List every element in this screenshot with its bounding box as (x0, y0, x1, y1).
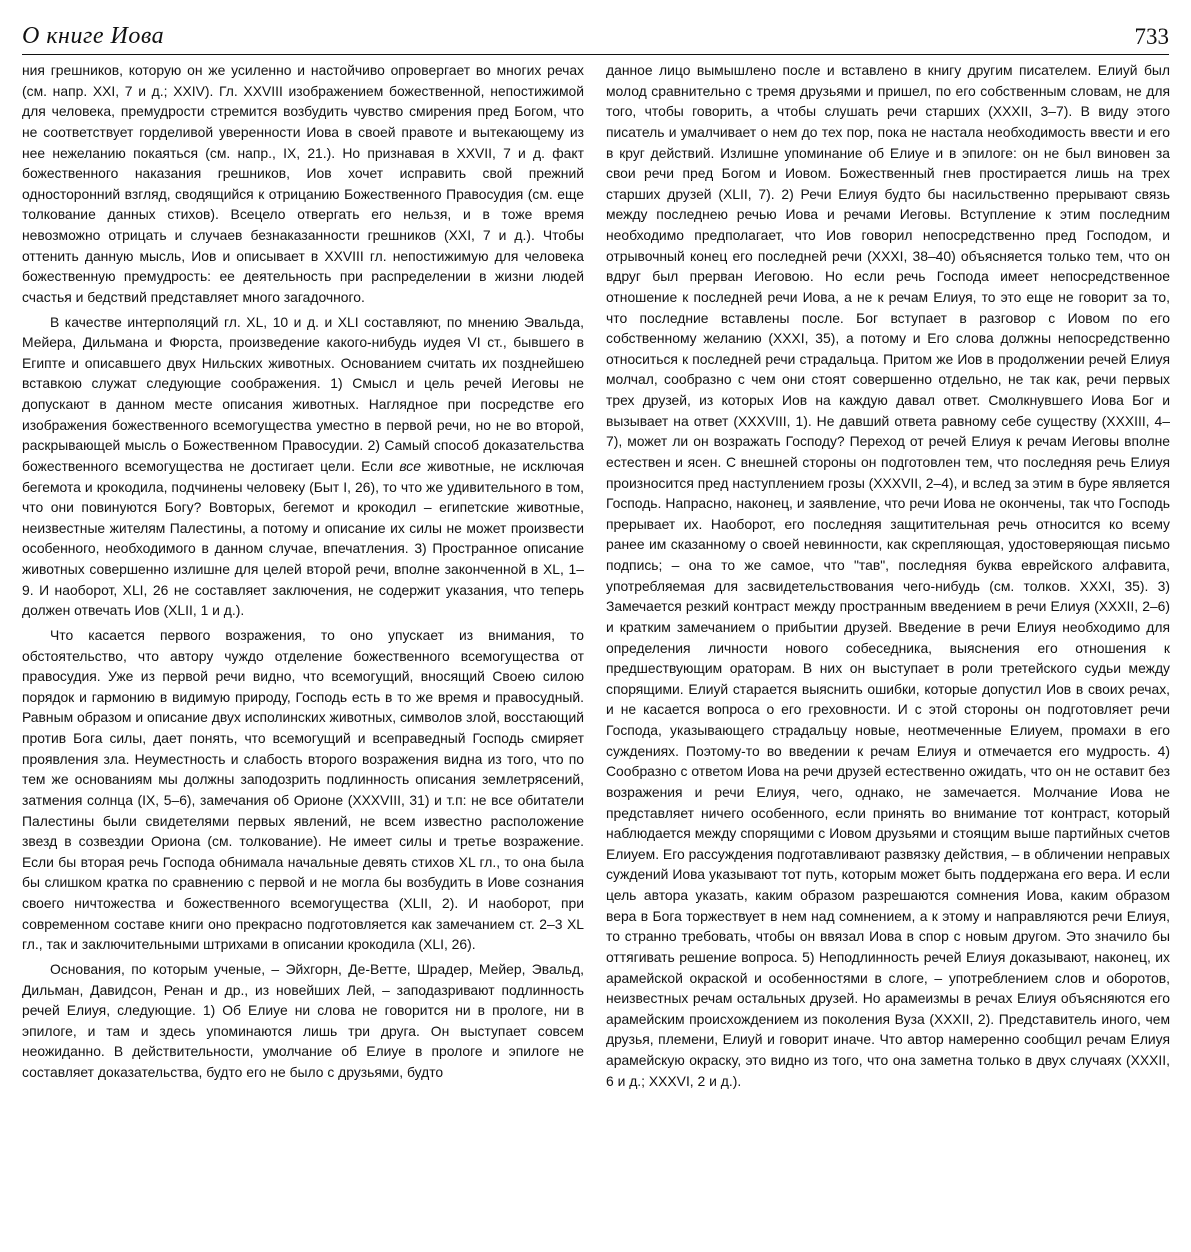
paragraph: Что касается первого возражения, то оно упускает из внимания, то обстоятельство, что автору чуждо отделение божественного всемогущества от правосудия. Уже из первой речи видно, что всемогущий, вносящий Своею силою порядок и гармонию в видимую природу, Господь есть в то же время и правосудный. Равным образом и описание двух исполинских животных, символов злой, восстающий против Бога силы, дает понять, что всемогущий и всеправедный Господь смиряет проявления зла. Неуместность и слабость второго возражения видна из того, что по тем же основаниям мы должны заподозрить подлинность описания землетрясений, затмения солнца (IX, 5–6), замечания об Орионе (XXXVIII, 31) и т.п: не все обитатели Палестины были свидетелями первых явлений, не всем известно расположение звезд в созвездии Ориона (см. толкование). Не имеет силы и третье возражение. Если бы вторая речь Господа обнимала начальные девять стихов XL гл., то она была бы слишком кратка по сравнению с первой и не могла бы возбудить в Иове сознания своего ничтожества и божественного всемогущества (XLII, 2). И наоборот, при современном составе книги оно прекрасно подготовляется как замечанием ст. 2–3 XL гл., так и заключительными штрихами в описании крокодила (XLI, 26). (22, 626, 584, 953)
paragraph: Основания, по которым ученые, – Эйхгорн, Де-Ветте, Шрадер, Мейер, Эвальд, Дильман, Давидсон, Ренан и др., из новейших Лей, – заподазривают подлинность речей Елиуя, следующие. 1) Об Елиуе ни слова не говорится ни в прологе, ни в эпилоге, и там и здесь упоминаются лишь три друга. Он выступает совсем неожиданно. В действительности, умолчание об Елиуе в прологе и эпилоге не составляет доказательства, будто его не было с друзьями, будто (22, 960, 584, 1080)
paragraph: ния грешников, которую он же усиленно и настойчиво опровергает во многих речах (см. напр. XXI, 7 и д.; XXIV). Гл. XXVIII изображением божественной, непостижимой для человека, премудрости стремится возбудить чувство смирения пред Богом, что не соответствует горделивой уверенности Иова в своей правоте и вытекающему из нее нежеланию покаяться (см. напр., IX, 21.). Но признавая в XXVII, 7 и д. факт божественного наказания грешников, Иов хочет исправить свой прежний односторонний взгляд, сводящийся к отрицанию Божественного Правосудия (см. еще толкование данных стихов). Всецело отвергать его нельзя, и в тоже время невозможно отрицать и случаев безнаказанности грешников (XXI, 7 и д.). Чтобы оттенить данную мысль, Иов и описывает в XXVIII гл. непостижимую для человека божественную премудрость: ее деятельность при распределении в жизни людей счастья и бедствий представляет много загадочного. (22, 62, 584, 305)
paragraph (22, 312, 584, 621)
emphasis-text: все (399, 457, 421, 474)
paragraph: данное лицо вымышлено после и вставлено в книгу другим писателем. Елиуй был молод сравнительно с тремя друзьями и пришел, по его собственным словам, не для того, чтобы говорить, а чтобы слушать речи старших (XXXII, 3–7). В виду этого писатель и умалчивает о нем до тех пор, пока не настала необходимость ввести и его в круг действий. Излишне упоминание об Елиуе и в эпилоге: он не был виновен за свои речи пред Богом и Иовом. Божественный гнев простирается лишь на трех старших друзей (XLII, 7). 2) Речи Елиуя будто бы насильственно прерывают связь между последнею речью Иова и речами Иеговы. Вступление к этим последним необходимо предполагает, что Иов говорил непосредственно пред Господом, и отрывочный конец его последней речи (XXXI, 38–40) объясняется только тем, что он вдруг был прерван Иеговою. Но если речь Господа имеет непосредственное отношение к последней речи Иова, а не к речам Елиуя, то это еще не говорит за то, что последние вставлены после. Бог вступает в разговор с Иовом по его собственному желанию (XXXI, 35), а потому и Его слова должны непосредственно относиться к последней речи страдальца. Притом же Иов в продолжении речей Елиуя молчал, сообразно с чем они стоят совершенно отдельно, не так как, речи первых трех друзей, из которых Иов на каждую давал ответ. Смолкнувшего Иова Бог и вызывает на ответ (XXXVIII, 1). Не давший ответа равному себе существу (XXXIII, 4–7), может ли он возражать Господу? Переход от речей Елиуя к речам Иеговы вполне естествен и ясен. С внешней стороны он подготовлен тем, что последняя речь Елиуя произносится пред наступлением грозы (XXXVII, 2–4), и вслед за этим в буре является Господь. Напрасно, наконец, и заявление, что речи Иова не окончены, так что Господь прерывает их. Наоборот, его последняя защитительная речь относится ко всему ранее им сказанному о своей невинности, как скрепляющая, удостоверяющая письмо подпись; – она то же самое, что "тав", последняя буква еврейского алфавита, употребляемая для засвидетельствования чего-нибудь (см. толков. XXXI, 35). 3) Замечается резкий контраст между пространным введением в речи Елиуя (XXXII, 2–6) и кратким замечанием о прибытии друзей. Введение в речи Елиуя необходимо для определения личности нового собеседника, выяснения его отношения к предшествующим ораторам. В них он выступает в роли третейского судьи между спорящими. Елиуй старается выяснить ошибки, которые допустил Иов в своих речах, и не касается вопроса о его греховности. И с этой стороны он подготовляет речи Господа, указывающего страдальцу новые, неотмеченные Елиуем, промахи в его суждениях. Поэтому-то во введении к речам Елиуя и отмечается его мудрость. 4) Сообразно с ответом Иова на речи друзей естественно ожидать, что он не оставит без возражения и речи Елиуя, чего, однако, не замечается. Молчание Иова не представляет ничего особенного, если принять во внимание тот контраст, который наблюдается между спорящими с Иовом друзьями и стоящим выше партийных счетов Елиуем. Его рассуждения подготавливают развязку действия, – в обличении неправых суждений Иова указывают тот путь, которым может быть поддержана его вера. И если цель автора указать, каким образом разрешаются сомнения Иова, каким образом вера в Бога торжествует в нем над сомнением, а к этому и направляются речи Елиуя, то странно требовать, чтобы он ввязал Иова в спор с новым другом. Это значило бы оттягивать решение вопроса. 5) Неподлинность речей Елиуя доказывают, наконец, их арамейской окраской и особенностями в слоге, – употреблением слов и оборотов, неизвестных речам остальных друзей. Но арамеизмы в речах Елиуя объясняются его арамейским происхождением из поколения Вуза (XXXII, 2). Представитель иного, чем друзья, племени, Елиуй и говорит иначе. Что автор намеренно сообщил речам Елиуя арамейскую окраску, это видно из того, что она заметна только в двух случаях (XXXII, 6 и д.; XXXVI, 2 и д.). (606, 62, 1170, 1089)
running-title: О книге Иова (22, 23, 165, 49)
left-column (22, 60, 584, 1240)
paragraph-text: животные, не исключая бегемота и крокодила, подчинены человеку (Быт I, 26), то что же удивительного в том, что они повинуются Богу? Вовторых, бегемот и крокодил – египетские животные, неизвестные жителям Палестины, а потому и описание их силы не может произвести особенного, необходимого в данном случае, впечатления. 3) Пространное описание животных совершенно излишне для целей второй речи, вполне законченной в XL, 1–9. И наоборот, XLI, 26 не составляет заключения, не содержит указания, что теперь должен отвечать Иов (XLII, 1 и д.). (22, 457, 584, 619)
right-column (606, 60, 1170, 1240)
page-number: 733 (1134, 24, 1169, 49)
page-header (22, 14, 1169, 55)
paragraph-text: В качестве интерполяций гл. XL, 10 и д. и XLI составляют, по мнению Эвальда, Мейера, Дильмана и Фюрста, произведение какого-нибудь иудея VI ст., бывшего в Египте и описавшего двух Нильских животных. Основанием считать их позднейшею вставкою служат следующие соображения. 1) Смысл и цель речей Иеговы не допускают в данном месте описания животных. Наглядное при посредстве его изображения божественного всемогущества уместно в первой речи, но не во второй, раскрывающей мысль о Божественном Правосудии. 2) Самый способ доказательства божественного всемогущества не достигает цели. Если (22, 313, 584, 474)
